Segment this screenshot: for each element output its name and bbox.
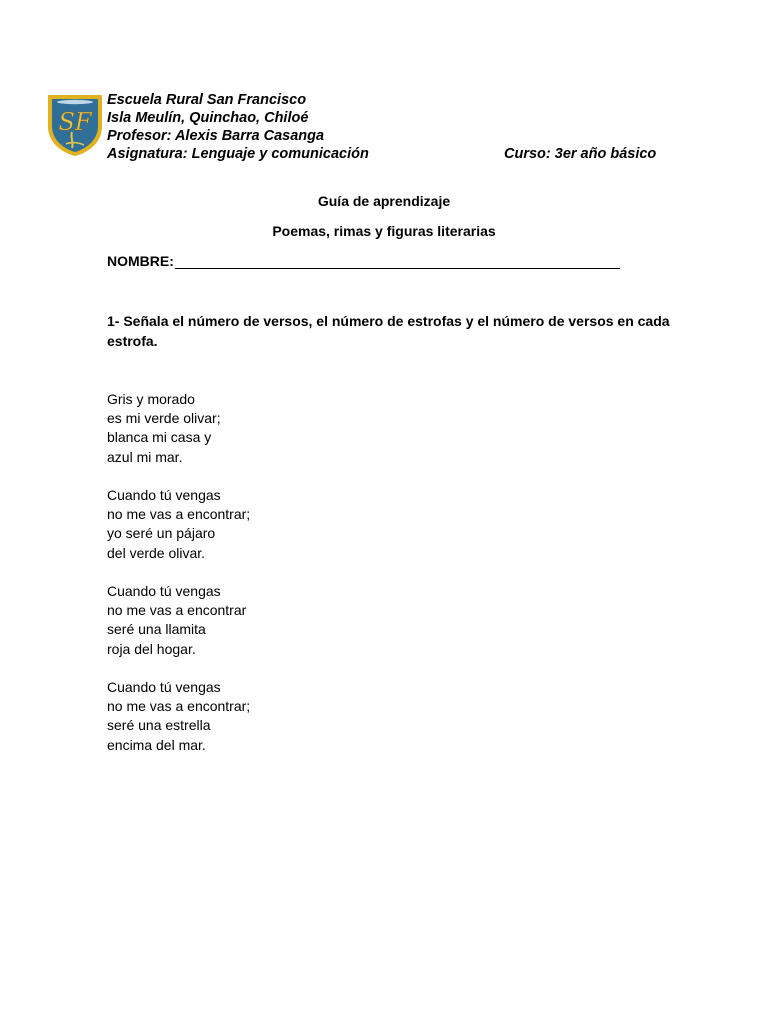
poem-verse: seré una llamita: [107, 621, 206, 638]
school-location: Isla Meulín, Quinchao, Chiloé: [107, 110, 309, 126]
poem-stanza: [107, 678, 250, 755]
poem-verse: Cuando tú vengas: [107, 487, 221, 503]
course-label: Curso: 3er año básico: [504, 146, 657, 162]
school-header: [107, 91, 687, 163]
subject-label: Asignatura: Lenguaje y comunicación: [107, 146, 369, 162]
school-name: Escuela Rural San Francisco: [107, 92, 307, 108]
poem-verse: roja del hogar.: [107, 640, 196, 657]
poem-stanza: [107, 390, 250, 467]
name-blank-line[interactable]: [175, 253, 620, 269]
poem-verse: es mi verde olivar;: [107, 410, 221, 427]
question-1: 1- Señala el número de versos, el número de estrofas y el número de versos en cada estrofa.: [107, 313, 670, 349]
subject-course-row: [107, 145, 687, 163]
poem-verse: Gris y morado: [107, 391, 195, 407]
poem-stanza: [107, 582, 250, 659]
poem-verse: encima del mar.: [107, 736, 206, 753]
school-crest-icon: [46, 92, 104, 158]
poem-verse: Cuando tú vengas: [107, 679, 221, 695]
topic-title: Poemas, rimas y figuras literarias: [272, 223, 496, 239]
crest-letters: SF: [58, 108, 92, 136]
poem-verse: blanca mi casa y: [107, 429, 212, 446]
poem-verse: no me vas a encontrar;: [107, 506, 251, 523]
poem-verse: no me vas a encontrar: [107, 602, 247, 619]
poem-verse: azul mi mar.: [107, 448, 183, 465]
poem-verse: no me vas a encontrar;: [107, 698, 251, 715]
poem-stanza: [107, 486, 250, 563]
poem: [107, 390, 250, 774]
name-label: NOMBRE:: [107, 253, 174, 269]
poem-verse: seré una estrella: [107, 717, 211, 734]
name-field-row: [107, 253, 620, 269]
guide-title: Guía de aprendizaje: [317, 193, 451, 209]
teacher-name: Profesor: Alexis Barra Casanga: [107, 128, 325, 144]
poem-verse: Cuando tú vengas: [107, 583, 221, 599]
poem-verse: del verde olivar.: [107, 544, 206, 561]
poem-verse: yo seré un pájaro: [107, 525, 216, 542]
